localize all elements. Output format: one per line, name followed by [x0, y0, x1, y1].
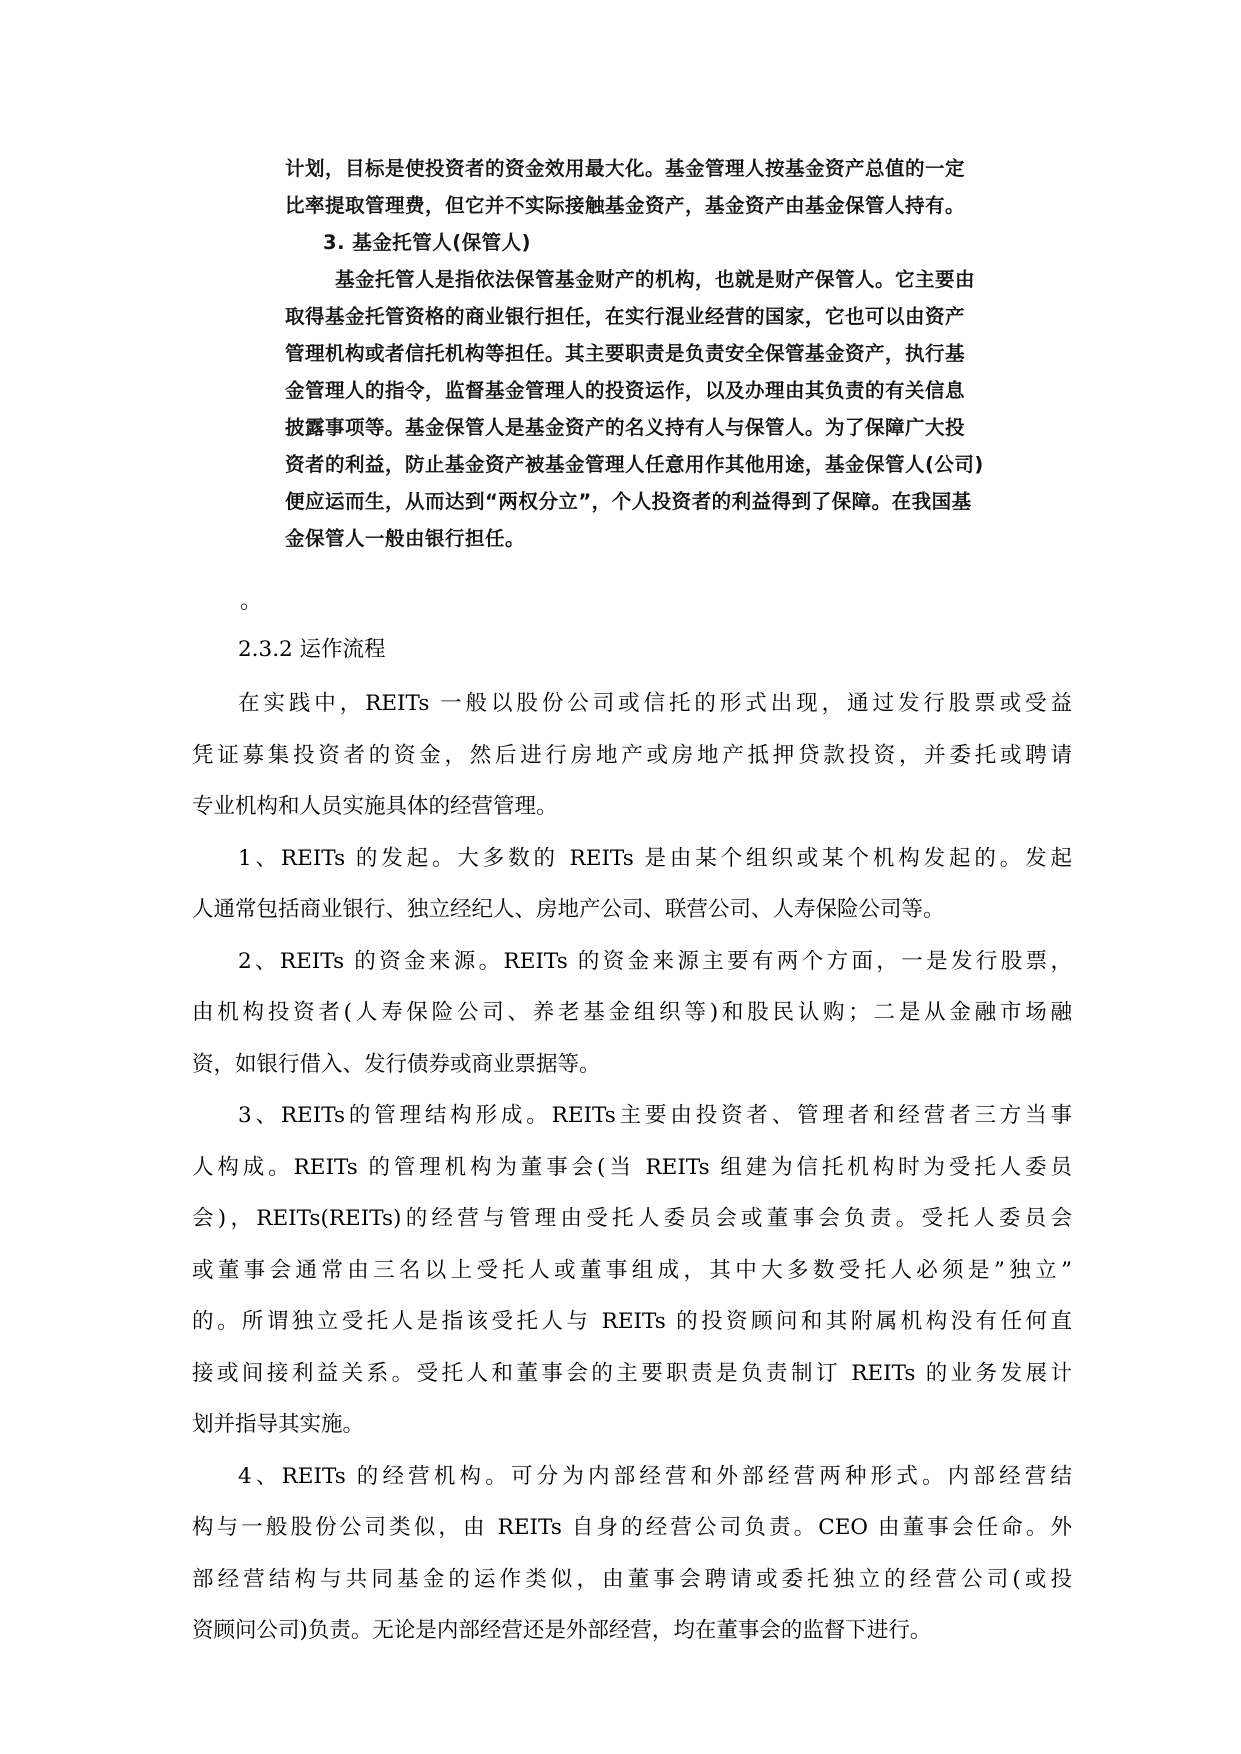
paragraph-line: 构与一般股份公司类似，由 REITs 自身的经营公司负责。CEO 由董事会任命。外	[192, 1515, 1072, 1540]
paragraph	[192, 833, 1072, 936]
scanned-line: 管理机构或者信托机构等担任。其主要职责是负责安全保管基金资产，执行基	[285, 342, 966, 365]
paragraph-line: 2、REITs 的资金来源。REITs 的资金来源主要有两个方面，一是发行股票，	[238, 948, 1072, 974]
paragraph-line: 3、REITs的管理结构形成。REITs主要由投资者、管理者和经营者三方当事	[238, 1103, 1072, 1128]
paragraph	[192, 1451, 1072, 1657]
paragraph-line: 人构成。REITs 的管理机构为董事会(当 REITs 组建为信托机构时为受托人委员	[192, 1154, 1072, 1180]
scanned-line: 资者的利益，防止基金资产被基金管理人任意用作其他用途，基金保管人(公司)	[285, 453, 984, 476]
scanned-line: 便应运而生，从而达到“两权分立”，个人投资者的利益得到了保障。在我国基	[285, 490, 972, 513]
stray-mark: 。	[240, 589, 263, 614]
paragraph-line: 或董事会通常由三名以上受托人或董事组成，其中大多数受托人必须是”独立”	[192, 1257, 1072, 1283]
paragraph-line: 的。所谓独立受托人是指该受托人与 REITs 的投资顾问和其附属机构没有任何直	[192, 1309, 1072, 1334]
paragraph-line: 会)，REITs(REITs)的经营与管理由受托人委员会或董事会负责。受托人委员会	[192, 1206, 1072, 1231]
scanned-line: 金保管人一般由银行担任。	[285, 527, 526, 550]
scanned-subheading: 3. 基金托管人(保管人)	[323, 231, 532, 254]
paragraph	[192, 1090, 1072, 1451]
paragraph-line: 部经营结构与共同基金的运作类似，由董事会聘请或委托独立的经营公司(或投	[192, 1566, 1072, 1592]
paragraph-line: 凭证募集投资者的资金，然后进行房地产或房地产抵押贷款投资，并委托或聘请	[192, 742, 1072, 768]
paragraph-line: 1、REITs 的发起。大多数的 REITs 是由某个组织或某个机构发起的。发起	[238, 845, 1072, 871]
scanned-line: 比率提取管理费，但它并不实际接触基金资产，基金资产由基金保管人持有。	[285, 194, 966, 217]
scanned-line: 基金托管人是指依法保管基金财产的机构，也就是财产保管人。它主要由	[335, 268, 976, 291]
paragraph-line: 专业机构和人员实施具体的经营管理。	[192, 794, 558, 819]
section-body	[192, 626, 1072, 1657]
paragraph	[192, 678, 1072, 833]
paragraph-line: 在实践中，REITs 一般以股份公司或信托的形式出现，通过发行股票或受益	[238, 691, 1072, 716]
paragraph-line: 由机构投资者(人寿保险公司、养老基金组织等)和股民认购；二是从金融市场融	[192, 1000, 1072, 1025]
scanned-line: 金管理人的指令，监督基金管理人的投资运作，以及办理由其负责的有关信息	[285, 379, 966, 402]
paragraph-line: 4、REITs 的经营机构。可分为内部经营和外部经营两种形式。内部经营结	[238, 1463, 1072, 1489]
scanned-excerpt	[285, 150, 1075, 557]
paragraph-line: 资顾问公司)负责。无论是内部经营还是外部经营，均在董事会的监督下进行。	[192, 1618, 932, 1643]
paragraph-line: 划并指导其实施。	[192, 1412, 365, 1437]
scanned-line: 计划，目标是使投资者的资金效用最大化。基金管理人按基金资产总值的一定	[285, 157, 966, 180]
section-heading: 2.3.2 运作流程	[238, 637, 386, 662]
scanned-line: 取得基金托管资格的商业银行担任，在实行混业经营的国家，它也可以由资产	[285, 305, 966, 328]
paragraph-line: 接或间接利益关系。受托人和董事会的主要职责是负责制订 REITs 的业务发展计	[192, 1360, 1072, 1386]
scanned-line: 披露事项等。基金保管人是基金资产的名义持有人与保管人。为了保障广大投	[285, 416, 966, 439]
paragraph-line: 资，如银行借入、发行债券或商业票据等。	[192, 1051, 601, 1077]
paragraph	[192, 936, 1072, 1091]
paragraph-line: 人通常包括商业银行、独立经纪人、房地产公司、联营公司、人寿保险公司等。	[192, 897, 945, 922]
